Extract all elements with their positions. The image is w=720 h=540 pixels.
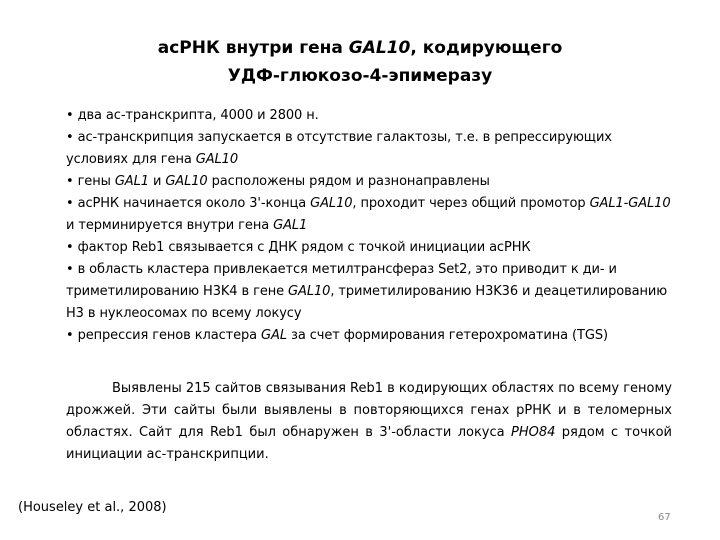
title-gene-name: GAL10 (348, 38, 411, 58)
bullet-marker: • (66, 108, 74, 123)
bullet-text: , проходит через общий промотор (352, 196, 590, 211)
bullet-item (66, 105, 676, 127)
bullet-item (66, 325, 676, 347)
gene-name: GAL10 (310, 196, 353, 211)
gene-name: GAL1-GAL10 (589, 196, 671, 211)
title-text: асРНК внутри гена (157, 38, 349, 58)
gene-name: GAL1 (273, 218, 308, 233)
bullet-marker: • (66, 196, 74, 211)
bullet-marker: • (66, 240, 74, 255)
gene-name: GAL10 (288, 284, 331, 299)
title-line-2: УДФ-глюкозо-4-эпимеразу (227, 66, 493, 86)
gene-name: GAL (261, 328, 287, 343)
bullet-item (66, 127, 676, 171)
paragraph-text: Выявлены 215 сайтов связывания Reb1 в кодирующих областях по всему геному дрожжей. Эти сайты были выявлены в повторяющихся генах рРНК и в теломерных областях. Сайт для Reb1 был обнаружен в 3'-области локуса (66, 381, 672, 440)
bullet-text: фактор Reb1 связывается с ДНК рядом с точкой инициации асРНК (77, 240, 531, 255)
bullet-item (66, 259, 676, 325)
bullet-marker: • (66, 262, 74, 277)
gene-name: GAL1 (114, 174, 149, 189)
bullet-text: гены (77, 174, 115, 189)
gene-name: GAL10 (195, 152, 239, 167)
bullet-marker: • (66, 130, 74, 145)
bullet-list (66, 105, 676, 347)
bullet-text: и терминируется внутри гена (66, 218, 274, 233)
bullet-text: асРНК начинается около 3'-конца (77, 196, 311, 211)
bullet-item (66, 237, 676, 259)
bullet-item (66, 193, 676, 237)
bullet-marker: • (66, 328, 74, 343)
title-text: , кодирующего (410, 38, 563, 58)
paragraph-text: рядом с точкой инициации ас-транскрипции. (66, 425, 673, 462)
title-line-1 (60, 34, 660, 62)
gene-name: PHO84 (511, 425, 556, 440)
citation: (Houseley et al., 2008) (18, 500, 167, 515)
bullet-text: за счет формирования гетерохроматина (TGS) (286, 328, 608, 343)
slide-title (60, 34, 660, 90)
bullet-marker: • (66, 174, 74, 189)
bullet-text: репрессия генов кластера (77, 328, 262, 343)
bullet-text: в область кластера привлекается метилтрансфераз Set2, это приводит к ди- и триметилированию H3K4 в гене (66, 262, 617, 299)
body-paragraph (66, 378, 672, 466)
page-number: 67 (658, 512, 671, 523)
gene-name: GAL10 (165, 174, 208, 189)
bullet-text: , триметилированию H3K36 и деацетилированию H3 в нуклеосомах по всему локусу (66, 284, 668, 321)
bullet-text: расположены рядом и разнонаправлены (207, 174, 490, 189)
bullet-text: ас-транскрипция запускается в отсутствие галактозы, т.е. в репрессирующих условиях для гена (66, 130, 612, 167)
bullet-text: и (148, 174, 166, 189)
bullet-text: два ас-транскрипта, 4000 и 2800 н. (77, 108, 319, 123)
bullet-item (66, 171, 676, 193)
